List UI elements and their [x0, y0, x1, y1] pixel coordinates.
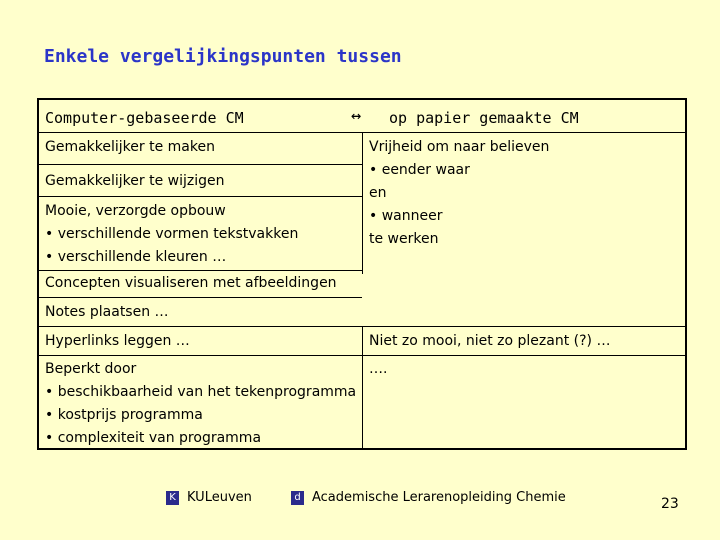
footer-org2: Academische Lerarenopleiding Chemie — [312, 490, 566, 505]
cell-opbouw-line: • verschillende kleuren … — [45, 249, 227, 265]
row-divider — [39, 164, 362, 165]
cell-vrijheid-line: • eender waar — [369, 162, 470, 178]
double-arrow-icon: ↔ — [351, 106, 362, 126]
cell-gemakkelijker-maken: Gemakkelijker te maken — [45, 139, 215, 155]
header-right: op papier gemaakte CM — [389, 109, 579, 127]
cell-beperkt-line: • kostprijs programma — [45, 407, 203, 423]
row-divider — [39, 270, 362, 271]
cell-beperkt — [45, 358, 356, 450]
cell-beperkt-line: • beschikbaarheid van het tekenprogramma — [45, 384, 357, 400]
cell-ellipsis: …. — [369, 361, 388, 377]
cell-concepten: Concepten visualiseren met afbeeldingen — [45, 275, 337, 291]
comparison-table — [37, 98, 687, 450]
cell-opbouw-line: • verschillende vormen tekstvakken — [45, 226, 299, 242]
cell-vrijheid — [369, 136, 549, 251]
page-number: 23 — [661, 496, 679, 512]
row-divider — [39, 326, 685, 327]
kuleuven-logo-icon: K — [166, 491, 179, 505]
table-header — [39, 100, 685, 133]
cell-beperkt-line: Beperkt door — [45, 361, 137, 377]
academische-logo-icon: d — [291, 491, 304, 505]
column-divider-bottom — [362, 326, 363, 450]
cell-opbouw-line: Mooie, verzorgde opbouw — [45, 203, 226, 219]
cell-vrijheid-line: • wanneer — [369, 208, 443, 224]
cell-vrijheid-line: en — [369, 185, 387, 201]
column-divider-top — [362, 132, 363, 274]
cell-hyperlinks: Hyperlinks leggen … — [45, 333, 190, 349]
cell-beperkt-line: • complexiteit van programma — [45, 430, 262, 446]
cell-notes: Notes plaatsen … — [45, 304, 169, 320]
footer-kuleuven — [166, 490, 252, 505]
cell-opbouw — [45, 200, 298, 269]
slide-title: Enkele vergelijkingspunten tussen — [44, 46, 402, 67]
row-divider — [39, 297, 362, 298]
cell-vrijheid-line: Vrijheid om naar believen — [369, 139, 550, 155]
header-left: Computer-gebaseerde CM — [45, 109, 244, 127]
cell-gemakkelijker-wijzigen: Gemakkelijker te wijzigen — [45, 173, 225, 189]
footer-org1: KULeuven — [187, 490, 252, 505]
footer-academische — [291, 490, 566, 505]
row-divider — [39, 355, 685, 356]
row-divider — [39, 196, 362, 197]
cell-niet-mooi: Niet zo mooi, niet zo plezant (?) … — [369, 333, 611, 349]
cell-vrijheid-line: te werken — [369, 231, 439, 247]
